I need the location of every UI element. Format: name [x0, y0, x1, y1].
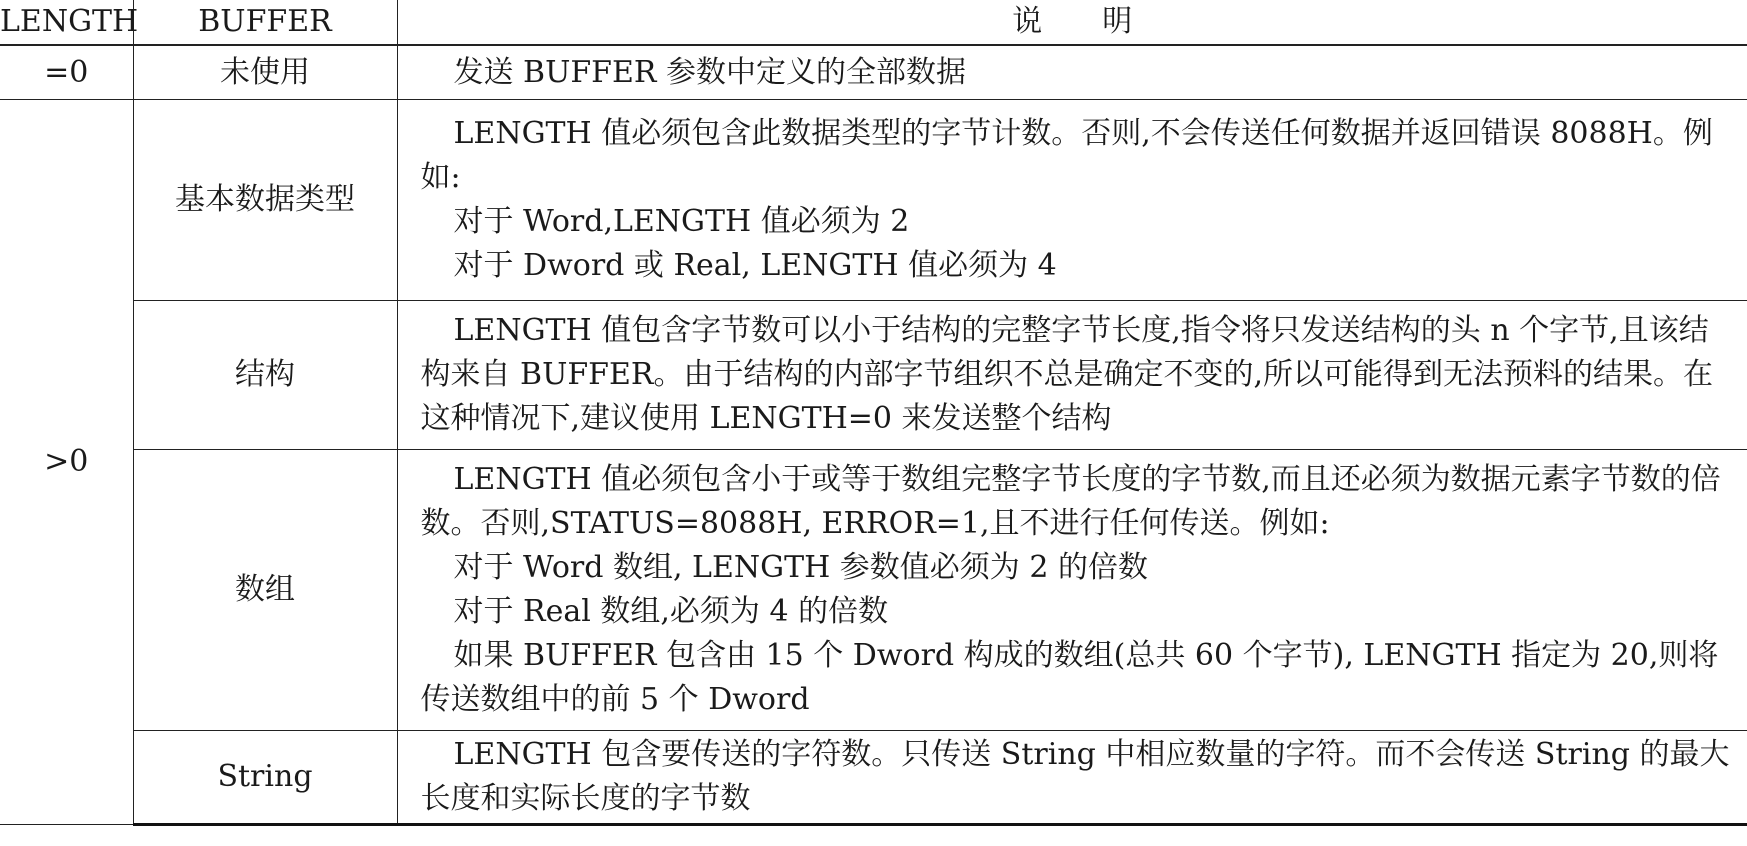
- header-length: LENGTH: [0, 0, 133, 45]
- length-cell-eq0: =0: [0, 45, 133, 100]
- description-cell-eq0: [397, 45, 1747, 100]
- description-cell-array: [397, 450, 1747, 731]
- table-row-basic-type: [0, 100, 1747, 301]
- length-cell-gt0: >0: [0, 100, 133, 825]
- description-text: LENGTH 包含要传送的字符数。只传送 String 中相应数量的字符。而不会传送 String 的最大长度和实际长度的字节数: [420, 737, 1730, 816]
- table-row-structure: [0, 301, 1747, 450]
- table-row-array: [0, 450, 1747, 731]
- description-cell-structure: [397, 301, 1747, 450]
- description-text: 对于 Word,LENGTH 值必须为 2: [453, 204, 910, 239]
- description-text: 对于 Word 数组, LENGTH 参数值必须为 2 的倍数: [453, 550, 1148, 585]
- buffer-cell-array: 数组: [133, 450, 397, 731]
- description-text: 对于 Dword 或 Real, LENGTH 值必须为 4: [453, 248, 1057, 283]
- table-header-row: [0, 0, 1747, 45]
- table-row-string: [0, 731, 1747, 825]
- description-text: 对于 Real 数组,必须为 4 的倍数: [453, 594, 889, 629]
- buffer-cell-structure: 结构: [133, 301, 397, 450]
- description-text: 发送 BUFFER 参数中定义的全部数据: [453, 54, 967, 90]
- header-buffer: BUFFER: [133, 0, 397, 45]
- buffer-cell-string: String: [133, 731, 397, 825]
- header-description: 说 明: [397, 0, 1747, 45]
- description-text: LENGTH 值包含字节数可以小于结构的完整字节长度,指令将只发送结构的头 n 个字节,且该结构来自 BUFFER。由于结构的内部字节组织不总是确定不变的,所以可能得到无法预料的结果。在这种情况下,建议使用 LENGTH=0 来发送整个结构: [420, 313, 1714, 436]
- buffer-cell-unused: 未使用: [133, 45, 397, 100]
- table-row-length-zero: [0, 45, 1747, 100]
- description-text: 如果 BUFFER 包含由 15 个 Dword 构成的数组(总共 60 个字节), LENGTH 指定为 20,则将传送数组中的前 5 个 Dword: [420, 638, 1719, 717]
- buffer-cell-basic-type: 基本数据类型: [133, 100, 397, 301]
- description-text: LENGTH 值必须包含此数据类型的字节计数。否则,不会传送任何数据并返回错误 8088H。例如:: [420, 116, 1713, 195]
- description-cell-string: [397, 731, 1747, 825]
- description-cell-basic-type: [397, 100, 1747, 301]
- description-text: LENGTH 值必须包含小于或等于数组完整字节长度的字节数,而且还必须为数据元素字节数的倍数。否则,STATUS=8088H, ERROR=1,且不进行任何传送。例如:: [420, 462, 1721, 541]
